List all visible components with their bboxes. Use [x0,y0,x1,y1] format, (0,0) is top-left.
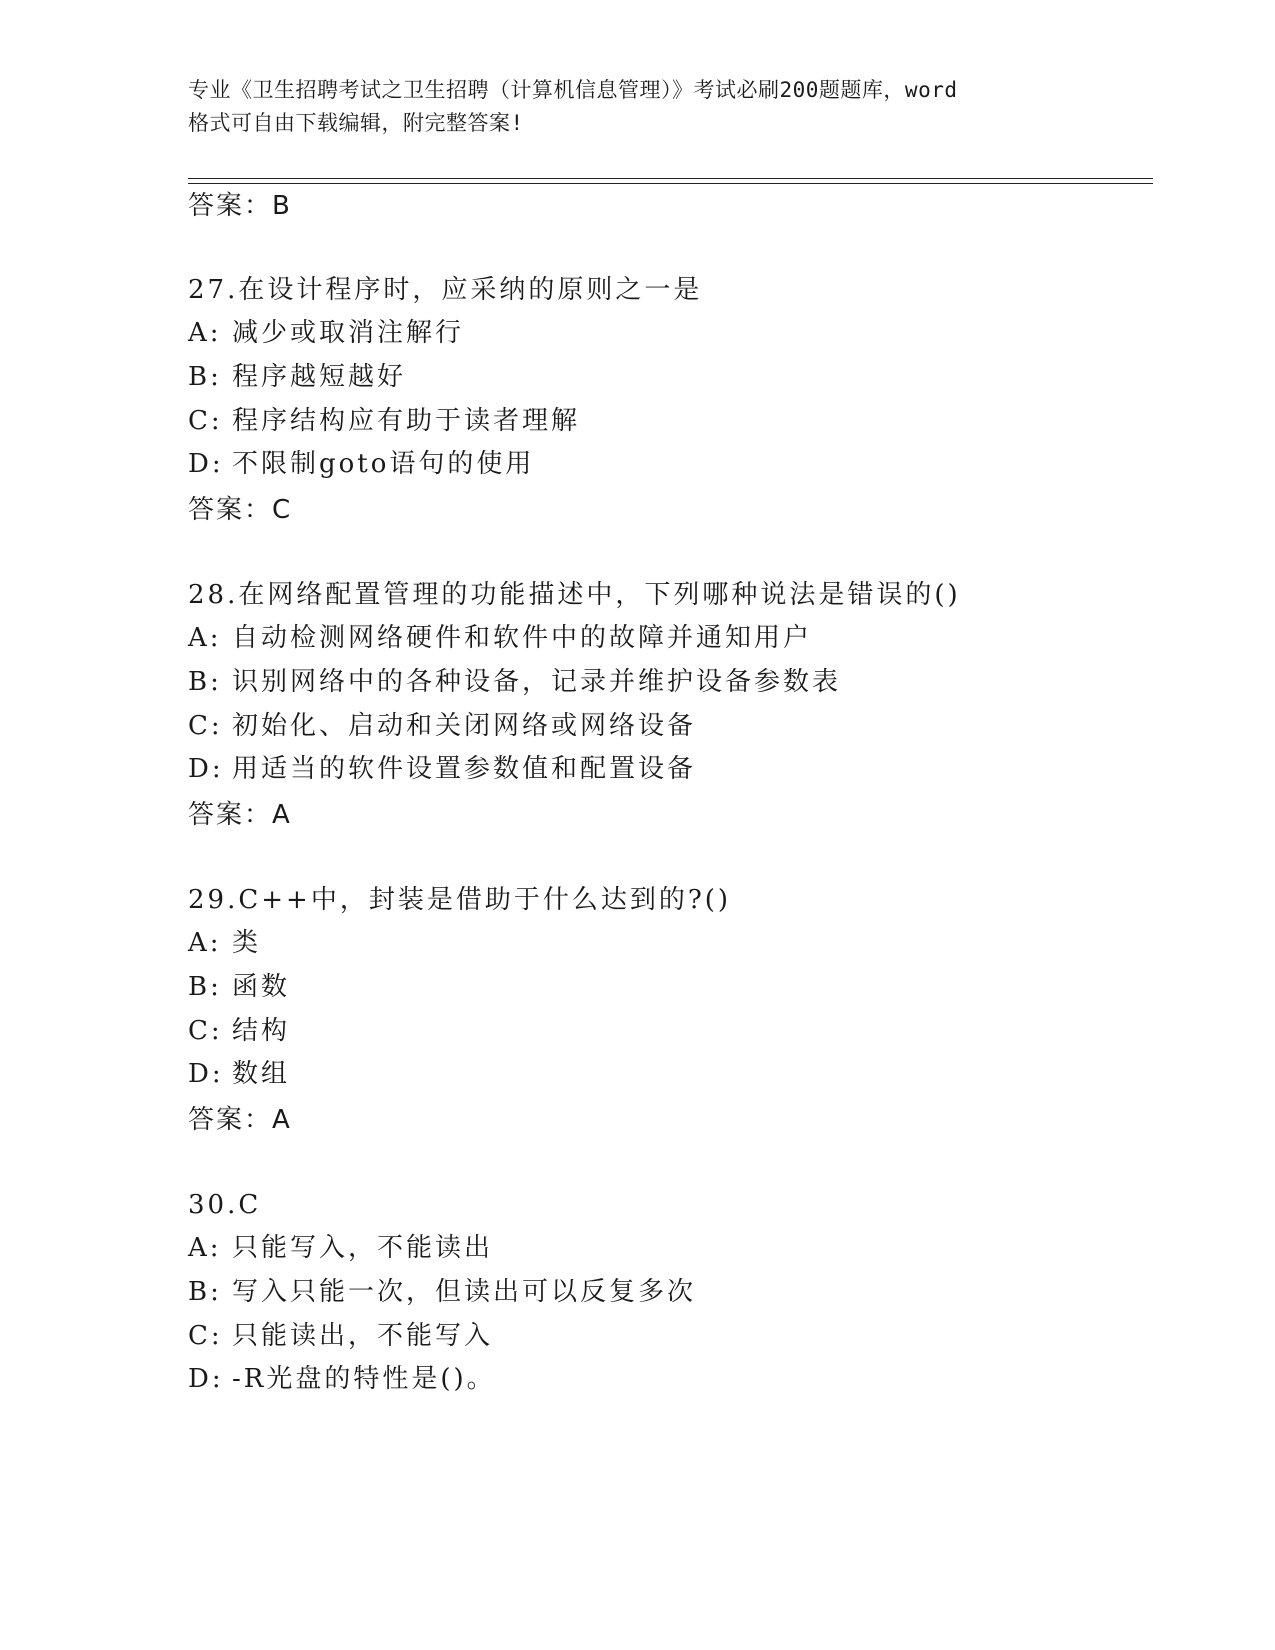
option-d [188,448,534,480]
option-text: 用适当的软件设置参数值和配置设备 [232,754,697,784]
option-c [188,710,696,742]
question-stem: 27.在设计程序时，应采纳的原则之一是 [188,275,703,305]
option-text: -R光盘的特性是()。 [232,1364,496,1394]
option-d [188,1363,496,1395]
option-letter: D: [188,1364,224,1394]
question-stem: 28.在网络配置管理的功能描述中，下列哪种说法是错误的() [188,580,961,610]
option-c [188,1015,290,1047]
option-c [188,1320,493,1352]
option-letter: B: [188,667,222,697]
option-letter: A: [188,623,222,653]
option-b [188,666,841,698]
option-text: 类 [232,928,262,958]
previous-answer: 答案：B [188,191,292,221]
option-text: 识别网络中的各种设备，记录并维护设备参数表 [232,667,842,697]
option-a [188,927,261,959]
option-letter: A: [188,1233,222,1263]
header-line-1: 专业《卫生招聘考试之卫生招聘（计算机信息管理）》考试必刷200题题库，word [188,78,958,102]
option-letter: B: [188,362,222,392]
option-b [188,971,290,1003]
option-letter: D: [188,754,224,784]
option-letter: D: [188,1059,224,1089]
answer-line: 答案：C [188,495,293,525]
option-letter: C: [188,711,223,741]
option-text: 写入只能一次，但读出可以反复多次 [232,1277,697,1307]
option-text: 自动检测网络硬件和软件中的故障并通知用户 [232,623,813,653]
option-text: 减少或取消注解行 [232,318,465,348]
option-letter: D: [188,449,224,479]
option-text: 只能写入，不能读出 [232,1233,494,1263]
option-text: 程序结构应有助于读者理解 [232,406,581,436]
option-letter: A: [188,928,222,958]
header-line-2: 格式可自由下载编辑，附完整答案! [188,111,524,135]
option-text: 初始化、启动和关闭网络或网络设备 [232,711,697,741]
answer-line: 答案：A [188,1105,292,1135]
option-letter: A: [188,318,222,348]
header-divider-double [188,183,1153,184]
option-text: 函数 [232,972,291,1002]
option-a [188,622,812,654]
option-d [188,1058,290,1090]
option-letter: C: [188,406,223,436]
option-a [188,317,464,349]
option-b [188,1276,696,1308]
option-text: 只能读出，不能写入 [232,1321,494,1351]
option-text: 结构 [232,1016,291,1046]
option-b [188,361,406,393]
option-text: 程序越短越好 [232,362,407,392]
option-text: 不限制goto语句的使用 [232,449,535,479]
question-stem: 29.C++中，封装是借助于什么达到的?() [188,885,732,915]
option-letter: C: [188,1016,223,1046]
option-text: 数组 [232,1059,291,1089]
option-d [188,753,696,785]
option-letter: B: [188,1277,222,1307]
option-a [188,1232,493,1264]
question-stem: 30.C [188,1190,262,1220]
answer-line: 答案：A [188,800,292,830]
option-letter: B: [188,972,222,1002]
option-c [188,405,580,437]
header-divider [188,178,1153,179]
document-header [188,74,1088,140]
option-letter: C: [188,1321,223,1351]
